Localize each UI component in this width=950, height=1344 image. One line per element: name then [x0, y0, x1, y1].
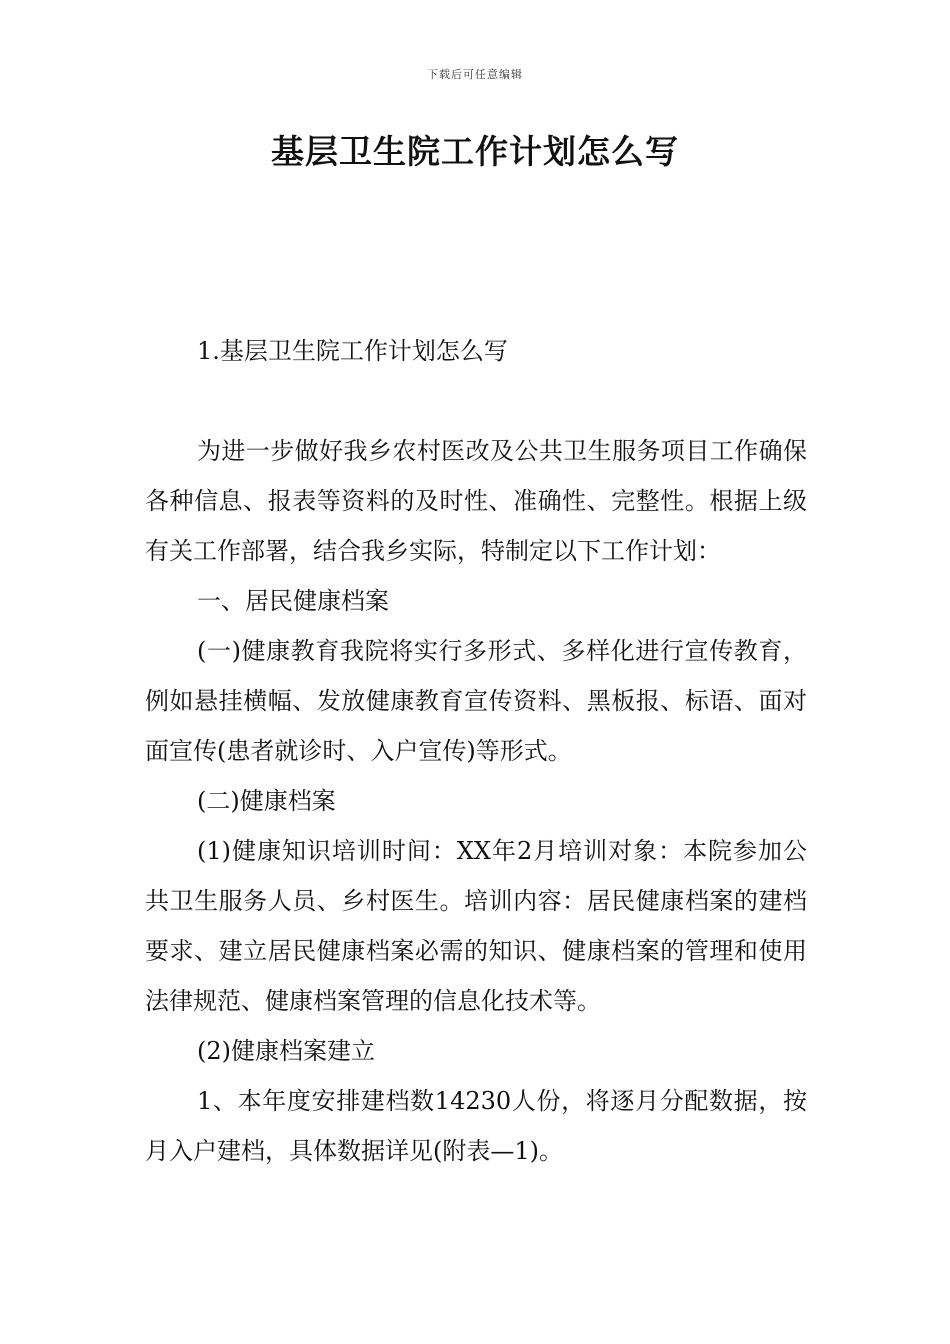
header-note: 下载后可任意编辑 [427, 68, 523, 81]
document-body [145, 326, 807, 1176]
document-title: 基层卫生院工作计划怎么写 [271, 132, 679, 171]
paragraph-record-quota: 1、本年度安排建档数14230人份，将逐月分配数据，按月入户建档，具体数据详见(附表—1)。 [145, 1087, 807, 1165]
heading-record-establishment: (2)健康档案建立 [197, 1037, 375, 1065]
intro-paragraph: 为进一步做好我乡农村医改及公共卫生服务项目工作确保各种信息、报表等资料的及时性、准确性、完整性。根据上级有关工作部署，结合我乡实际，特制定以下工作计划： [145, 437, 807, 565]
section-heading: 1.基层卫生院工作计划怎么写 [197, 337, 508, 365]
heading-health-records: (二)健康档案 [197, 787, 336, 815]
paragraph-training: (1)健康知识培训时间：XX年2月培训对象：本院参加公共卫生服务人员、乡村医生。培训内容：居民健康档案的建档要求、建立居民健康档案必需的知识、健康档案的管理和使用法律规范、健康档案管理的信息化技术等。 [145, 837, 807, 1015]
paragraph-health-education: (一)健康教育我院将实行多形式、多样化进行宣传教育，例如悬挂横幅、发放健康教育宣传资料、黑板报、标语、面对面宣传(患者就诊时、入户宣传)等形式。 [145, 637, 807, 765]
heading-resident-health-records: 一、居民健康档案 [197, 587, 389, 615]
